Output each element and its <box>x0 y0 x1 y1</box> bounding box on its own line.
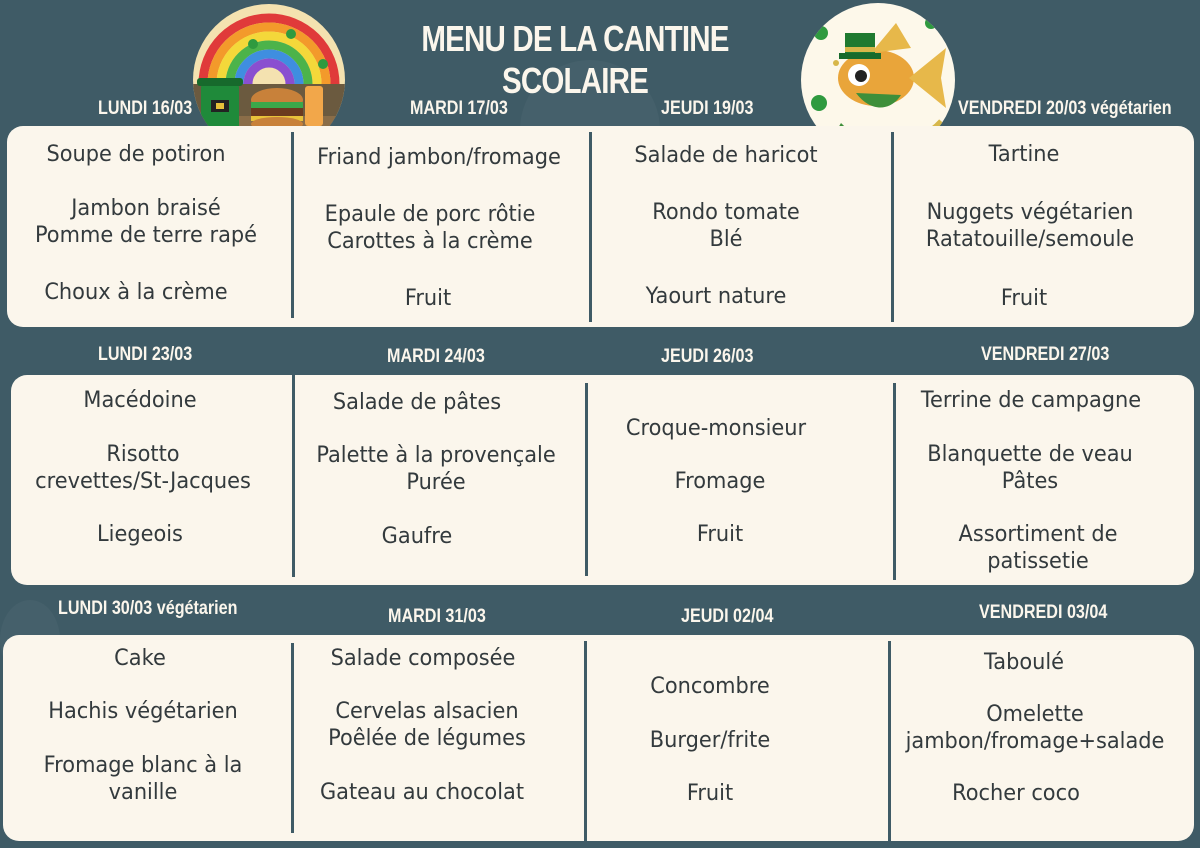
menu-item-line: Blanquette de veau <box>927 442 1133 467</box>
menu-item <box>22 441 263 495</box>
menu-item: Taboulé <box>983 650 1065 675</box>
menu-item-line: Poêlée de légumes <box>328 726 526 751</box>
menu-item <box>305 201 556 255</box>
menu-item: Yaourt nature <box>645 284 787 309</box>
menu-item-line: Pomme de terre rapé <box>34 223 258 248</box>
menu-item: Choux à la crème <box>44 280 228 305</box>
column-divider <box>292 375 295 577</box>
menu-item: Concombre <box>650 674 770 699</box>
menu-item-line: Carottes à la crème <box>327 229 533 254</box>
menu-item: Soupe de potiron <box>46 142 226 167</box>
day-header: JEUDI 26/03 <box>661 346 754 367</box>
menu-item: Macédoine <box>83 388 197 413</box>
menu-item-line: Blé <box>709 227 743 252</box>
menu-item <box>23 195 270 249</box>
day-header: LUNDI 16/03 <box>98 98 193 119</box>
column-divider <box>589 132 592 322</box>
menu-item-line: vanille <box>108 780 178 805</box>
menu-item <box>26 752 260 806</box>
menu-item: Croque-monsieur <box>625 416 807 441</box>
menu-item <box>907 199 1154 253</box>
column-divider <box>584 641 587 841</box>
column-divider <box>891 132 894 322</box>
menu-item: Fruit <box>404 286 452 311</box>
menu-item: Salade de pâtes <box>332 390 502 415</box>
menu-item-line: Epaule de porc rôtie <box>324 202 536 227</box>
menu-item: Salade de haricot <box>634 143 818 168</box>
menu-item: Terrine de campagne <box>920 388 1142 413</box>
day-header: VENDREDI 03/04 <box>979 602 1108 623</box>
day-header: JEUDI 19/03 <box>661 98 754 119</box>
menu-item: Salade composée <box>330 646 516 671</box>
page-title: MENU DE LA CANTINE SCOLAIRE <box>421 18 729 101</box>
day-header: LUNDI 30/03 végétarien <box>58 598 238 619</box>
menu-item-line: Purée <box>406 470 466 495</box>
menu-item <box>307 442 565 496</box>
column-divider <box>893 383 896 580</box>
day-header: VENDREDI 27/03 <box>981 344 1110 365</box>
menu-item: Hachis végétarien <box>48 699 238 724</box>
menu-item: Burger/frite <box>649 728 771 753</box>
menu-item-line: Assortiment de <box>958 522 1118 547</box>
day-header: MARDI 24/03 <box>387 346 485 367</box>
column-divider <box>291 132 294 318</box>
day-header: VENDREDI 20/03 végétarien <box>958 98 1172 119</box>
menu-item: Gateau au chocolat <box>319 780 525 805</box>
menu-item: Fruit <box>686 781 734 806</box>
menu-item <box>916 441 1144 495</box>
menu-item: Fruit <box>1000 286 1048 311</box>
menu-item <box>924 521 1152 575</box>
menu-item: Fromage <box>674 469 766 494</box>
column-divider <box>585 383 588 576</box>
menu-item: Liegeois <box>97 522 183 547</box>
menu-item-line: Nuggets végétarien <box>926 200 1134 225</box>
column-divider <box>888 641 891 841</box>
menu-item <box>901 701 1169 755</box>
menu-item-line: Cervelas alsacien <box>335 699 519 724</box>
menu-item-line: Risotto <box>106 442 180 467</box>
menu-item-line: Omelette <box>986 702 1084 727</box>
day-header: MARDI 17/03 <box>410 98 508 119</box>
menu-item-line: Ratatouille/semoule <box>925 227 1135 252</box>
menu-item-line: Fromage blanc à la <box>43 753 243 778</box>
menu-item: Gaufre <box>381 524 453 549</box>
menu-item: Fruit <box>696 522 744 547</box>
menu-item: Rocher coco <box>952 781 1080 806</box>
menu-item-line: Jambon braisé <box>71 196 221 221</box>
column-divider <box>291 643 294 833</box>
menu-item <box>612 199 840 253</box>
menu-item: Friand jambon/fromage <box>317 145 561 170</box>
menu-item: Cake <box>114 646 166 671</box>
menu-item-line: patissetie <box>987 549 1089 574</box>
menu-item-line: Palette à la provençale <box>316 443 556 468</box>
day-header: JEUDI 02/04 <box>681 606 774 627</box>
menu-item: Tartine <box>988 142 1060 167</box>
menu-item <box>306 698 547 752</box>
day-header: LUNDI 23/03 <box>98 344 193 365</box>
menu-item-line: Rondo tomate <box>652 200 800 225</box>
day-header: MARDI 31/03 <box>388 606 486 627</box>
menu-item-line: jambon/fromage+salade <box>905 729 1165 754</box>
menu-item-line: crevettes/St-Jacques <box>35 469 251 494</box>
menu-item-line: Pâtes <box>1001 469 1059 494</box>
